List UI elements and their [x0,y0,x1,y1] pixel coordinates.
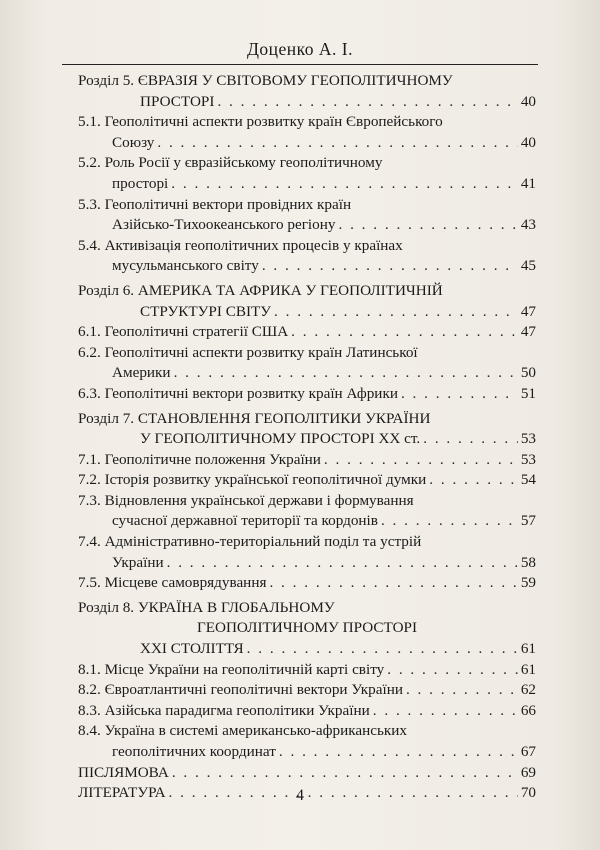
toc-chapter[interactable] [78,409,536,450]
toc-page-number: 53 [520,450,536,468]
toc-entry[interactable] [78,470,536,491]
toc-entry-title: 7.5. Місцеве самоврядування [78,574,267,592]
toc-entry[interactable] [78,763,536,784]
toc-entry-leader-line [78,680,536,701]
toc-entry-leader-line [78,92,536,113]
dot-leader [247,639,518,660]
toc-entry[interactable] [78,384,536,405]
dot-leader [174,363,518,384]
toc-entry-leader-line [78,384,536,405]
toc-entry-line: Розділ 5. ЄВРАЗІЯ У СВІТОВОМУ ГЕОПОЛІТИЧНОМУ [78,72,453,89]
table-of-contents [78,71,536,804]
toc-entry-leader-line [78,302,536,323]
toc-entry-title: 8.2. Євроатлантичні геополітичні вектори України [78,681,403,699]
toc-entry-title: У ГЕОПОЛІТИЧНОМУ ПРОСТОРІ ХХ ст. [140,430,421,448]
page-number: 4 [296,787,304,804]
toc-entry-leader-line [78,133,536,154]
toc-page-number: 54 [520,471,536,489]
toc-page-number: 61 [520,640,536,658]
toc-page-number: 40 [520,133,536,151]
toc-page-number: 61 [520,660,536,678]
toc-entry-title: України [112,553,164,571]
dot-leader [269,573,517,594]
toc-entry-title: просторі [112,174,169,192]
toc-entry-line: Розділ 6. АМЕРИКА ТА АФРИКА У ГЕОПОЛІТИЧНІЙ [78,281,443,299]
toc-entry-title: ПРОСТОРІ [140,92,215,110]
toc-entry-line: 7.3. Відновлення української держави і формування [78,491,414,509]
dot-leader [291,322,518,343]
toc-page-number: 62 [520,681,536,699]
toc-entry[interactable] [78,721,536,762]
toc-entry-line: Розділ 7. СТАНОВЛЕННЯ ГЕОПОЛІТИКИ УКРАЇНИ [78,409,431,427]
toc-entry-title: 6.1. Геополітичні стратегії США [78,323,289,341]
toc-chapter[interactable] [78,598,536,660]
toc-entry[interactable] [78,660,536,681]
dot-leader [406,680,518,701]
toc-entry-title: 8.1. Місце України на геополітичній карті світу [78,660,385,678]
toc-entry-title: СТРУКТУРІ СВІТУ [140,302,272,320]
dot-leader [423,429,518,450]
toc-page-number: 66 [520,701,536,719]
toc-entry-line: Розділ 8. УКРАЇНА В ГЛОБАЛЬНОМУ [78,598,335,616]
toc-entry-title: Союзу [112,133,155,151]
toc-page-number: 70 [520,784,536,802]
toc-entry-title: мусульманського світу [112,257,259,275]
toc-entry[interactable] [78,680,536,701]
toc-entry-leader-line [78,215,536,236]
toc-entry-leader-line [78,429,536,450]
toc-entry-title: 7.2. Історія розвитку української геополітичної думки [78,471,427,489]
toc-entry-leader-line [78,470,536,491]
toc-entry-leader-line [78,763,536,784]
dot-leader [373,701,518,722]
toc-entry-leader-line [78,639,536,660]
toc-page-number: 69 [520,763,536,781]
dot-leader [401,384,518,405]
toc-entry[interactable] [78,112,536,153]
toc-entry[interactable] [78,153,536,194]
toc-entry-title: ХХІ СТОЛІТТЯ [140,640,244,658]
toc-page-number: 50 [520,364,536,382]
dot-leader [172,763,518,784]
toc-entry-leader-line [78,363,536,384]
dot-leader [157,133,517,154]
toc-page-number: 47 [520,302,536,320]
toc-entry-leader-line [78,701,536,722]
toc-page-number: 53 [520,430,536,448]
toc-page-number: 59 [520,574,536,592]
header-rule [62,64,538,65]
toc-entry-line: ГЕОПОЛІТИЧНОМУ ПРОСТОРІ [196,619,418,637]
dot-leader [387,660,518,681]
toc-page-number: 57 [520,512,536,530]
toc-entry[interactable] [78,322,536,343]
toc-entry-title: Америки [112,364,171,382]
toc-entry[interactable] [78,450,536,471]
toc-page-number: 47 [520,323,536,341]
toc-entry-leader-line [78,573,536,594]
toc-entry[interactable] [78,343,536,384]
toc-chapter[interactable] [78,281,536,322]
dot-leader [167,553,518,574]
toc-page-number: 41 [520,174,536,192]
toc-entry-line: 5.3. Геополітичні вектори провідних країн [78,195,352,213]
toc-entry-title: 7.1. Геополітичне положення України [78,450,321,468]
toc-page-number: 40 [520,92,536,110]
toc-entry-title: ЛІТЕРАТУРА [78,784,166,802]
toc-entry-leader-line [78,256,536,277]
toc-page-number: 43 [520,216,536,234]
toc-entry-line: 6.2. Геополітичні аспекти розвитку країн Латинської [78,343,418,361]
dot-leader [217,92,517,113]
toc-entry-line: 5.1. Геополітичні аспекти розвитку країн Європейського [78,113,443,131]
toc-entry-leader-line [78,450,536,471]
toc-entry-title: 8.3. Азійська парадигма геополітики України [78,701,370,719]
toc-entry-leader-line [78,742,536,763]
toc-entry-title: сучасної державної території та кордонів [112,512,378,530]
toc-entry-title: ПІСЛЯМОВА [78,763,169,781]
toc-entry[interactable] [78,236,536,277]
dot-leader [429,470,518,491]
toc-entry-title: геополітичних координат [112,743,276,760]
running-header: Доценко А. І. [246,39,353,59]
toc-entry[interactable] [78,195,536,236]
toc-entry[interactable] [78,532,536,573]
toc-entry-line: 8.4. Україна в системі американсько-африканських [78,722,408,740]
toc-entry-leader-line [78,660,536,681]
toc-page-number: 45 [520,257,536,275]
toc-entry-leader-line [78,322,536,343]
toc-entry-line: 5.4. Активізація геополітичних процесів у країнах [78,236,403,254]
toc-entry-title: Азійсько-Тихоокеанського регіону [112,216,336,234]
dot-leader [338,215,517,236]
dot-leader [324,450,518,471]
dot-leader [279,742,518,763]
dot-leader [274,302,518,323]
toc-entry-line: 5.2. Роль Росії у євразійському геополітичному [78,154,383,172]
toc-entry[interactable] [78,701,536,722]
toc-page-number: 51 [520,384,536,402]
toc-chapter[interactable] [78,71,536,112]
toc-entry-leader-line [78,174,536,195]
toc-entry-leader-line [78,553,536,574]
toc-entry-leader-line [78,511,536,532]
toc-page-number: 58 [520,553,536,571]
dot-leader [262,256,518,277]
toc-entry-line: 7.4. Адміністративно-територіальний поділ та устрій [78,533,422,551]
toc-page-number: 67 [520,743,536,760]
toc-entry-title: 6.3. Геополітичні вектори розвитку країн Африки [78,384,398,402]
toc-entry[interactable] [78,491,536,532]
dot-leader [171,174,518,195]
toc-entry[interactable] [78,573,536,594]
dot-leader [381,511,518,532]
